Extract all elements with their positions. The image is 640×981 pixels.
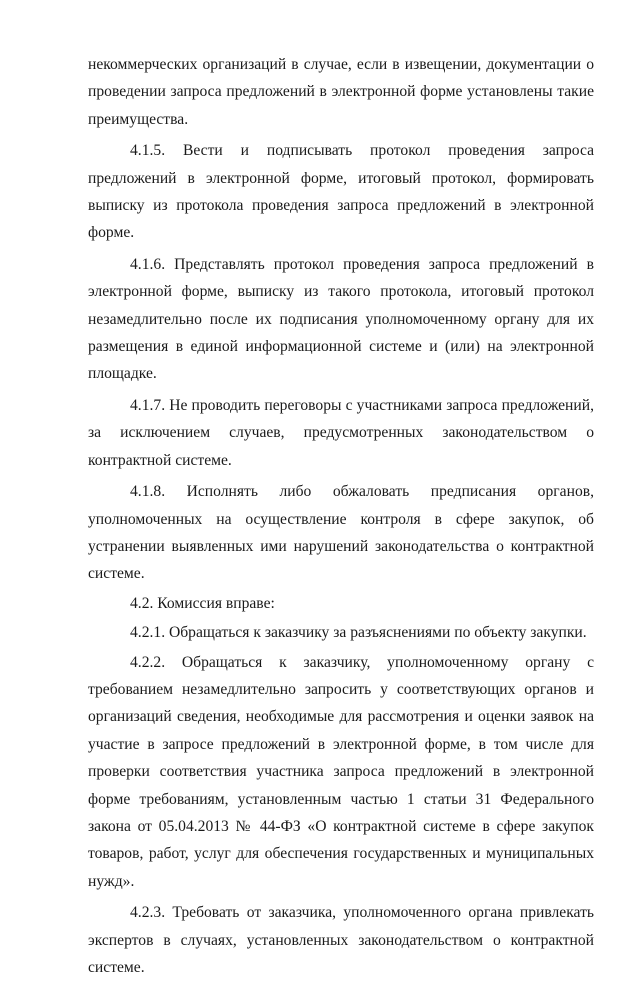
paragraph-4-1-8: 4.1.8. Исполнять либо обжаловать предписания органов, уполномоченных на осуществление контроля в сфере закупок, об устранении выявленных ими нарушений законодательства о контрактной системе.: [88, 483, 594, 583]
paragraph-4-2-1: 4.2.1. Обращаться к заказчику за разъяснениями по объекту закупки.: [130, 624, 587, 642]
paragraph-4-1-6: 4.1.6. Представлять протокол проведения запроса предложений в электронной форме, выписку из такого протокола, итоговый протокол незамедлительно после их подписания уполномоченному органу для их размещения в единой информационной системе и (или) на электронной площадке.: [88, 255, 594, 383]
paragraph-4-2: 4.2. Комиссия вправе:: [130, 594, 275, 612]
paragraph-4-1-7: 4.1.7. Не проводить переговоры с участниками запроса предложений, за исключением случаев, предусмотренных законодательством о контрактной системе.: [88, 396, 594, 469]
paragraph-4-1-5: 4.1.5. Вести и подписывать протокол проведения запроса предложений в электронной форме, итоговый протокол, формировать выписку из протокола проведения запроса предложений в электронной форме.: [88, 142, 594, 242]
paragraph-4-2-3: 4.2.3. Требовать от заказчика, уполномоченного органа привлекать экспертов в случаях, установленных законодательством о контрактной системе.: [88, 904, 594, 976]
paragraph-4-2-2: 4.2.2. Обращаться к заказчику, уполномоченному органу с требованием незамедлительно запросить у соответствующих органов и организаций сведения, необходимые для рассмотрения и оценки заявок на участие в запросе предложений в электронной форме, в том числе для проверки соответствия участника запроса предложений в электронной форме требованиям, установленным частью 1 статьи 31 Федерального закона от 05.04.2013 № 44-ФЗ «О контрактной системе в сфере закупок товаров, работ, услуг для обеспечения государственных и муниципальных нужд».: [88, 653, 594, 890]
paragraph-continuation: некоммерческих организаций в случае, если в извещении, документации о проведении запроса предложений в электронной форме установлены такие преимущества.: [88, 56, 594, 128]
document-page: [88, 51, 594, 981]
